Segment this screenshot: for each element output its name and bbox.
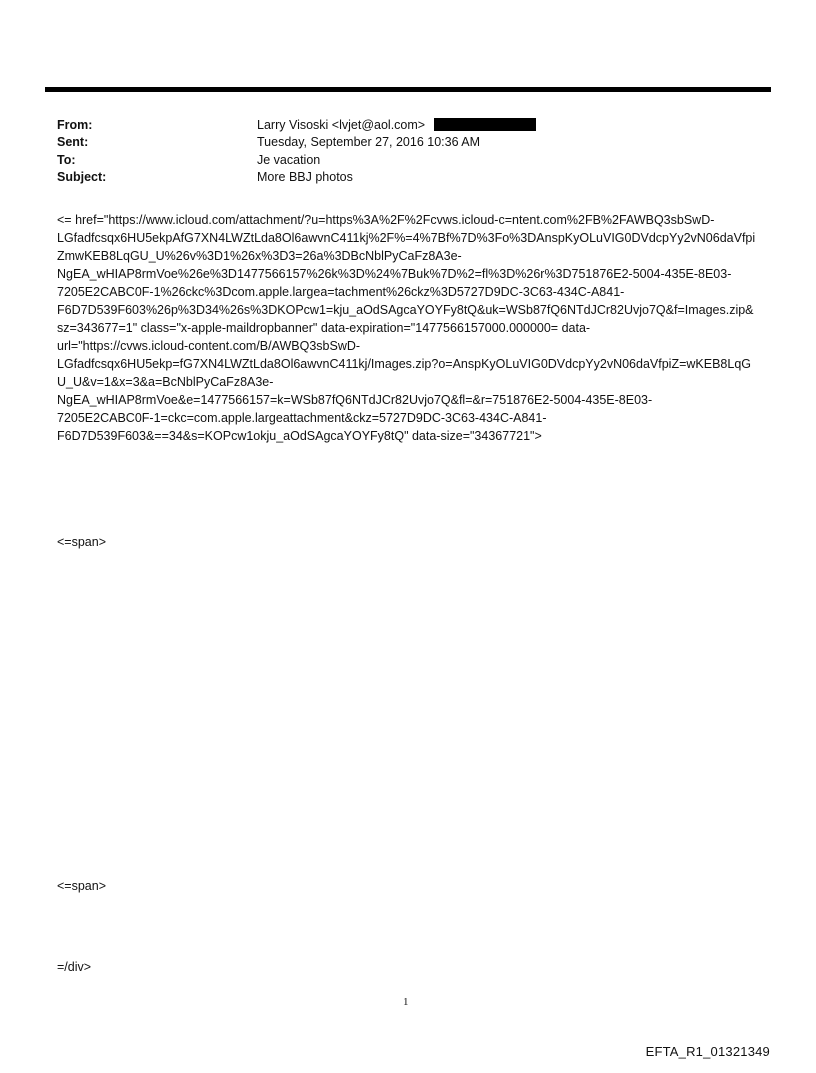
subject-label: Subject: [57,170,107,184]
sent-label: Sent: [57,135,89,149]
subject-value: More BBJ photos [257,170,353,184]
body-line: NgEA_wHIAP8rmVoe&e=1477566157=k=WSb87fQ6NTdJCr82Uvjo7Q&fl=&r=751876E2-5004-435E-8E03- [57,393,653,407]
from-value: Larry Visoski <lvjet@aol.com> [257,118,426,132]
to-value: Je vacation [257,153,321,167]
redaction-box [434,118,536,131]
page-number: 1 [403,996,409,1008]
to-label: To: [57,153,76,167]
body-line: 7205E2CABC0F-1=ckc=com.apple.largeattachment&ckz=5727D9DC-3C63-434C-A841- [57,411,547,425]
body-line: LGfadfcsqx6HU5ekpAfG7XN4LWZtLda8Ol6awvnC411kj%2F%=4%7Bf%7D%3Fo%3DAnspKyOLuVIG0DVdcpYy2vN06daVfpi [57,231,756,245]
body-line: 7205E2CABC0F-1%26ckc%3Dcom.apple.largea=tachment%26ckz%3D5727D9DC-3C63-434C-A841- [57,285,625,299]
body-line: url="https://cvws.icloud-content.com/B/AWBQ3sbSwD- [57,339,361,353]
body-line: F6D7D539F603&==34&s=KOPcw1okju_aOdSAgcaYOYFy8tQ" data-size="34367721"> [57,429,542,443]
body-line: NgEA_wHIAP8rmVoe%26e%3D1477566157%26k%3D%24%7Buk%7D%2=fl%3D%26r%3D751876E2-5004-435E-8E03- [57,267,732,281]
body-line: ZmwKEB8LqGU_U%26v%3D1%26x%3D3=26a%3DBcNblPyCaFz8A3e- [57,249,462,263]
body-line: F6D7D539F603%26p%3D34%26s%3DKOPcw1=kju_aOdSAgcaYOYFy8tQ&uk=WSb87fQ6NTdJCr82Uvjo7Q&f=Images.zip& [57,303,754,317]
from-label: From: [57,118,93,132]
span-fragment-1: <=span> [57,535,107,549]
body-line: U_U&v=1&x=3&a=BcNblPyCaFz8A3e- [57,375,274,389]
sent-value: Tuesday, September 27, 2016 10:36 AM [257,135,481,149]
body-line: LGfadfcsqx6HU5ekp=fG7XN4LWZtLda8Ol6awvnC411kj/Images.zip?o=AnspKyOLuVIG0DVdcpYy2vN06daVfpiZ=wKEB8LqG [57,357,752,371]
header-rule [45,87,771,92]
body-line: <= href="https://www.icloud.com/attachment/?u=https%3A%2F%2Fcvws.icloud-c=ntent.com%2FB%2FAWBQ3sbSwD- [57,213,715,227]
div-close-fragment: =/div> [57,960,92,974]
bates-number: EFTA_R1_01321349 [645,1044,770,1059]
span-fragment-2: <=span> [57,879,107,893]
body-line: sz=343677=1" class="x-apple-maildropbanner" data-expiration="1477566157000.000000= data- [57,321,591,335]
email-body [57,211,787,445]
